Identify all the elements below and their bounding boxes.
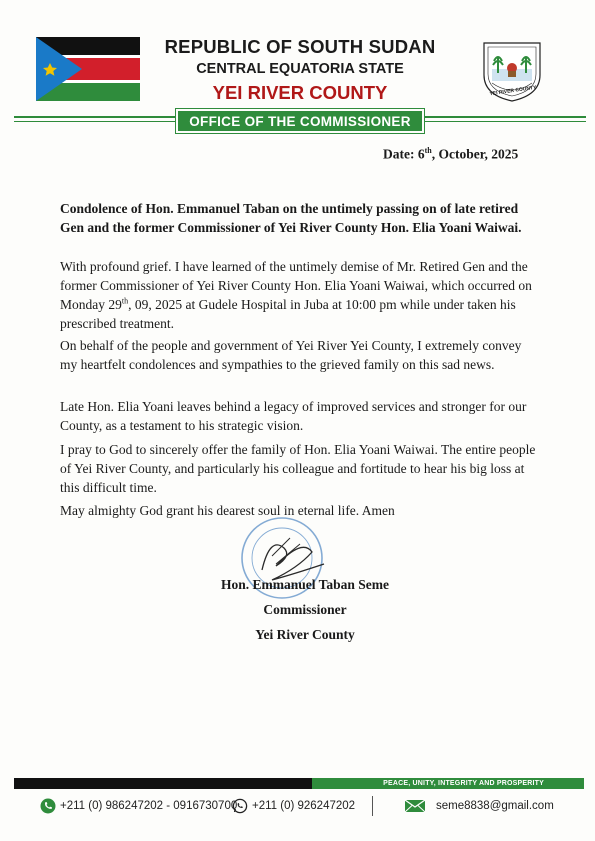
paragraph-4: I pray to God to sincerely offer the family of Hon. Elia Yoani Waiwai. The entire people of Yei River County, and particularly his colleague and fortitude to hear his big loss at this difficult time. [60,442,536,495]
phone-icon [40,798,56,814]
paragraph-3: Late Hon. Elia Yoani leaves behind a legacy of improved services and stronger for our County, as a testament to his strategic vision. [60,399,527,433]
paragraph-1-ordinal: th [121,296,129,306]
subject-line: Condolence of Hon. Emmanuel Taban on the untimely passing on of late retired Gen and the former Commissioner of Yei River County Hon. Elia Yoani Waiwai. [60,201,522,235]
footer-bar [14,778,312,789]
paragraph-5: May almighty God grant his dearest soul in eternal life. Amen [60,503,395,518]
date-ordinal: th [424,146,432,155]
paragraph-2: On behalf of the people and government of Yei River Yei County, I extremely convey my heartfelt condolences and sympathies to the grieved family on this sad news. [60,338,522,372]
paragraph-1-text-end: , 09, 2025 at Gudele Hospital in Juba at 10:00 pm while under taken his prescribed treatment. [60,297,516,331]
footer-divider [372,796,373,816]
paragraph-1-text: With profound grief. I have learned of the untimely demise of Mr. Retired Gen and the former Commissioner of Yei River County Hon. Elia Yoani Waiwai, which occurred on Monday 29 [60,259,532,312]
footer-email [404,798,554,814]
county-heading: YEI RIVER COUNTY [212,82,388,103]
paragraph-1 [60,257,540,333]
office-banner: OFFICE OF THE COMMISSIONER [176,109,424,133]
south-sudan-flag-icon [36,37,140,101]
footer-whatsapp-text: +211 (0) 926247202 [252,800,356,812]
footer-whatsapp [232,798,355,814]
republic-heading: REPUBLIC OF SOUTH SUDAN [164,36,436,57]
seal-caption: YEI RIVER COUNTY [489,84,537,98]
whatsapp-icon [232,798,248,814]
date-prefix: Date: 6 [383,146,425,162]
signatory-name: Hon. Emmanuel Taban Seme [220,577,390,592]
date-suffix: , October, 2025 [431,146,519,162]
state-heading: CENTRAL EQUATORIA STATE [196,61,404,77]
signatory-county: Yei River County [255,627,355,642]
footer-phone-text: +211 (0) 986247202 - 0916730700 [60,800,238,812]
email-icon [404,798,426,814]
footer-phone [40,798,237,814]
letter-date [383,146,518,163]
footer-motto: PEACE, UNITY, INTEGRITY AND PROSPERITY [312,778,584,789]
signatory-title: Commissioner [263,602,347,617]
footer-email-text: seme8838@gmail.com [436,800,554,812]
